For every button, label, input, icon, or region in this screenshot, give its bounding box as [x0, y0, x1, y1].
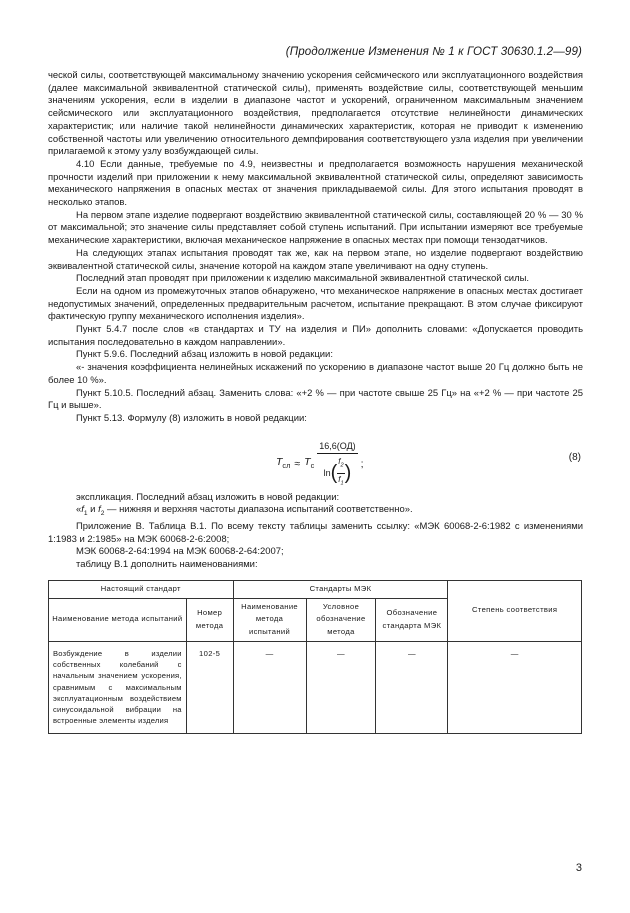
- paragraph: «- значения коэффициента нелинейных искажений по ускорению в диапазоне частот выше 20 Гц должно быть не более 10 %».: [48, 362, 583, 386]
- formula-rhs: $T_c$: [304, 456, 315, 471]
- table-cell-name: Возбуждение в изделии собственных колебаний с начальным значением ускорения, сравнимым с максимальным эксплуатационным воздействием синусоидальной вибрации на встроенные элементы изделия: [49, 641, 187, 733]
- table-cell-degree: —: [448, 641, 582, 733]
- standards-table: [48, 580, 582, 734]
- paragraph: «$f_1$ и $f_2$ — нижняя и верхняя частоты диапазона испытаний соответственно».: [76, 504, 413, 518]
- formula-denominator: ln ( $\frac{f_2}{f_1}$ ): [324, 454, 352, 490]
- table-cell-iec-name: —: [233, 641, 306, 733]
- paragraph: Если на одном из промежуточных этапов обнаружено, что механическое напряжение в опасных местах достигает недопустимых значений, определенных предварительным расчетом, испытание прекращают. В этом случае фиксируют фактическую группу механического исполнения изделия».: [48, 285, 583, 323]
- table-cell-number: 102-5: [186, 641, 233, 733]
- table-cell-iec-designation: —: [306, 641, 376, 733]
- paragraph: Последний этап проводят при приложении к изделию максимальной эквивалентной статической силы.: [76, 273, 529, 285]
- paragraph: ческой силы, соответствующей максимальному значению ускорения сейсмического или эксплуатационного воздействия (далее максимальной эквивалентной статической силы), применять воздействие силы, соответствующей меньшим значениям ускорения, если в изделии в диапазоне частот и ускорений, ограниченном максимальным значением сейсмического или эксплуатационного воздействия, предполагается отсутствие нелинейности динамических характеристик; или наличие такой нелинейности динамических характеристик, которая не приводит к изменению собственной частоты или увеличению относительного демпфирования соответствующего узла изделия при увеличении прилагаемой к этому узлу возбуждающей силы.: [48, 70, 583, 158]
- paragraph: Пункт 5.10.5. Последний абзац. Заменить слова: «+2 % — при частоте свыше 25 Гц» на «+2 % — при частоте 25 Гц и выше».: [48, 387, 583, 412]
- formula-lhs: $T_{сл}$: [276, 456, 291, 471]
- table-col-number: Номер метода: [186, 598, 233, 641]
- paragraph: Пункт 5.13. Формулу (8) изложить в новой редакции:: [76, 412, 307, 424]
- document-header: (Продолжение Изменения № 1 к ГОСТ 30630.1.2—99): [285, 45, 582, 58]
- table-col-iec-standard: Обозначение стандарта МЭК: [376, 598, 448, 641]
- formula-fraction: [317, 440, 357, 490]
- formula-ln: ln: [323, 467, 331, 478]
- formula-numerator: 16,6(ОД): [317, 440, 357, 455]
- formula-frequency-ratio: $\frac{f_2}{f_1}$: [338, 457, 344, 487]
- table-col-iec-name: Наименование метода испытаний: [233, 598, 306, 641]
- paragraph: 4.10 Если данные, требуемые по 4.9, неизвестны и предполагается возможность нарушения механической прочности изделий при приложении к нему максимальной эквивалентной статической силы, определяют зависимость механического напряжения в опасных местах от значения прикладываемой силы. Для этого испытания проводят в несколько этапов.: [48, 158, 583, 209]
- paragraph: Пункт 5.4.7 после слов «в стандартах и ТУ на изделия и ПИ» дополнить словами: «Допускается проводить испытания последовательно в каждом направлении».: [48, 324, 583, 348]
- page-number: 3: [575, 862, 582, 874]
- formula-block: [48, 432, 583, 487]
- table-group-national: Настоящий стандарт: [49, 580, 234, 598]
- paragraph: Приложение В. Таблица В.1. По всему тексту таблицы заменить ссылку: «МЭК 60068-2-6:1982 с изменениями 1:1983 и 2:1985» на МЭК 60068-2-6:2008;: [48, 520, 583, 545]
- paragraph: Пункт 5.9.6. Последний абзац изложить в новой редакции:: [76, 349, 333, 361]
- document-body: [48, 70, 583, 734]
- paragraph: экспликация. Последний абзац изложить в новой редакции:: [76, 491, 340, 503]
- formula-expression: $T_{сл}$ ≈ $T_c$ 16,6(ОД) ln ( $\frac{f_2}{f_1}$ ) ;: [276, 440, 364, 490]
- paragraph: МЭК 60068-2-64:1994 на МЭК 60068-2-64:2007;: [76, 546, 284, 558]
- table-col-name: Наименование метода испытаний: [49, 598, 187, 641]
- formula-number: (8): [568, 451, 581, 463]
- table-row: [49, 641, 582, 733]
- table-group-iec: Стандарты МЭК: [233, 580, 448, 598]
- formula-approx: ≈: [294, 458, 301, 471]
- table-col-iec-designation: Условное обозначение метода: [306, 598, 376, 641]
- paragraph: На первом этапе изделие подвергают воздействию эквивалентной статической силы, составляющей 20 % — 30 % от максимальной; это значение силы представляет собой ступень испытаний. При испытании измеряют все требуемые механические характеристики, включая механическое напряжение в опасных местах при помощи тензодатчиков.: [48, 209, 583, 247]
- paragraph: На следующих этапах испытания проводят так же, как на первом этапе, но изделие подвергают воздействию эквивалентной статической силы, значение которой на каждом этапе увеличивают на одну ступень.: [48, 247, 583, 272]
- paragraph: таблицу В.1 дополнить наименованиями:: [76, 559, 258, 571]
- table-cell-iec-standard: —: [376, 641, 448, 733]
- table-col-degree: Степень соответствия: [448, 580, 582, 641]
